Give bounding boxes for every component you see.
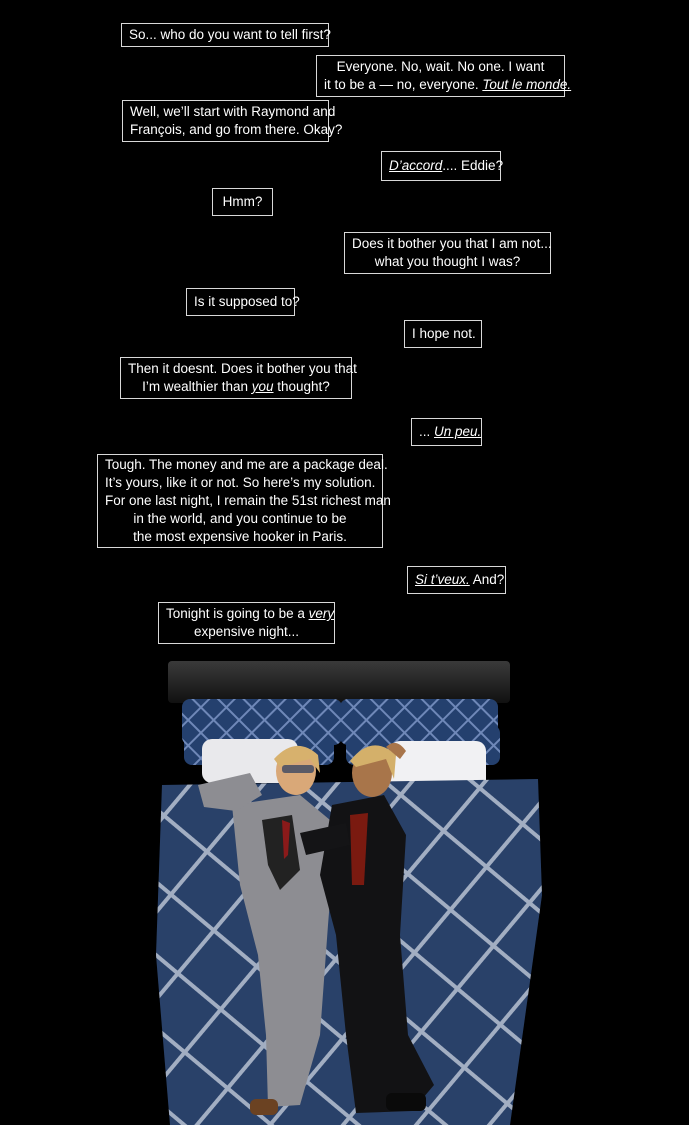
bubble-text-part: thought? (273, 379, 330, 394)
bubble-text: I hope not. (412, 326, 476, 341)
speech-bubble-10 (411, 418, 482, 446)
speech-bubble-13 (158, 602, 335, 644)
bubble-text-line: expensive night... (193, 624, 300, 639)
bubble-text-part: And? (469, 572, 505, 587)
bubble-emphasis: you (251, 379, 274, 394)
bubble-text-line: Does it bother you that I am not... (352, 236, 552, 251)
bubble-emphasis: Tout le monde. (482, 77, 572, 92)
bubble-text-line: François, and go from there. Okay? (130, 122, 343, 137)
bubble-text-line: in the world, and you continue to be (133, 511, 347, 526)
speech-bubble-11 (97, 454, 391, 548)
headboard (168, 661, 510, 703)
speech-bubble-12 (407, 566, 506, 594)
bubble-text: So... who do you want to tell first? (129, 27, 331, 42)
bubble-text-line: It’s yours, like it or not. So here’s my solution. (105, 475, 376, 490)
bed-scene-illustration (150, 655, 550, 1125)
bubble-text-line: For one last night, I remain the 51st richest man (105, 493, 391, 508)
bubble-text-line: Tough. The money and me are a package deal. (105, 457, 388, 472)
bubble-text: Is it supposed to? (194, 294, 300, 309)
bubble-emphasis: Un peu. (434, 424, 482, 439)
bubble-text-line (324, 76, 572, 94)
bubble-text-line: Well, we’ll start with Raymond and (130, 104, 336, 119)
bubble-text-line: what you thought I was? (374, 254, 521, 269)
bubble-text-line (419, 423, 482, 441)
bubble-text-line (389, 157, 504, 175)
bubble-emphasis: Si t’veux. (415, 572, 470, 587)
bubble-text-part: Tonight is going to be a (166, 606, 309, 621)
bubble-text-line (415, 571, 505, 589)
speech-bubble-4 (381, 151, 504, 181)
bubble-emphasis: very (308, 606, 335, 621)
bubble-text-line: the most expensive hooker in Paris. (133, 529, 347, 544)
bubble-text-line (166, 605, 335, 623)
bubble-text-line (128, 378, 344, 396)
bubble-text-line: Everyone. No, wait. No one. I want (336, 59, 545, 74)
speech-bubble-3 (122, 100, 343, 142)
bubble-text-part: I’m wealthier than (142, 379, 252, 394)
bubble-text-part: it to be a — no, everyone. (324, 77, 483, 92)
speech-bubble-1 (121, 23, 329, 47)
speech-bubble-9 (120, 357, 357, 399)
bubble-text: Hmm? (222, 194, 263, 209)
bubble-text-part: ... (419, 424, 435, 439)
bubble-text-part: .... Eddie? (442, 158, 504, 173)
speech-bubble-2 (316, 55, 572, 97)
speech-bubble-6 (344, 232, 551, 274)
speech-bubble-8 (404, 320, 482, 348)
speech-bubble-7 (186, 288, 300, 316)
speech-bubble-5 (212, 188, 273, 216)
bubble-emphasis: D’accord (389, 158, 443, 173)
bubble-text-line: Then it doesnt. Does it bother you that (128, 361, 357, 376)
